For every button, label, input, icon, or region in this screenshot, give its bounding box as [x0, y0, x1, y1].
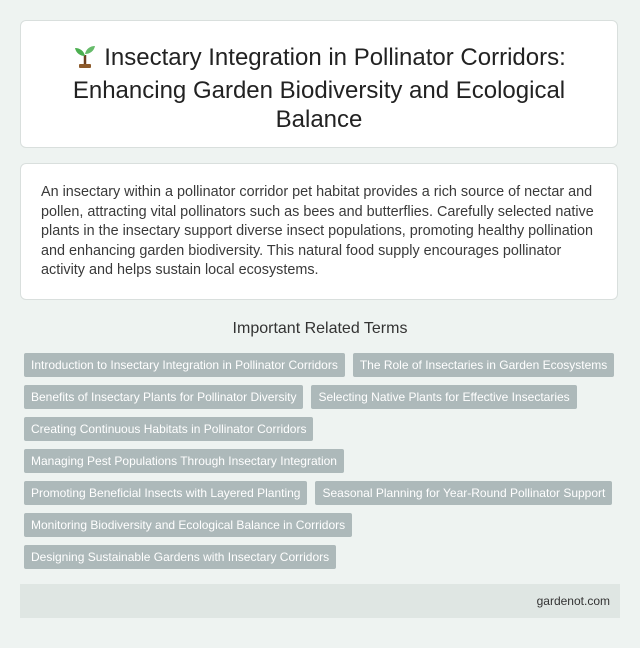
related-terms-list: [24, 353, 620, 569]
page-title: [21, 21, 617, 134]
term-tag[interactable]: Managing Pest Populations Through Insectary Integration: [24, 449, 344, 473]
term-tag[interactable]: Designing Sustainable Gardens with Insectary Corridors: [24, 545, 336, 569]
term-tag[interactable]: Monitoring Biodiversity and Ecological Balance in Corridors: [24, 513, 352, 537]
term-tag[interactable]: The Role of Insectaries in Garden Ecosystems: [353, 353, 614, 377]
term-tag[interactable]: Seasonal Planning for Year-Round Pollinator Support: [315, 481, 612, 505]
description-text: An insectary within a pollinator corridor pet habitat provides a rich source of nectar and pollen, attracting vital pollinators such as bees and butterflies. Carefully selected native plants in the insectary support diverse insect populations, promoting healthy pollination and enhancing garden biodiversity. This natural food supply encourages pollinator activity and helps sustain local ecosystems.: [41, 184, 594, 278]
footer: [20, 584, 620, 618]
term-tag[interactable]: Introduction to Insectary Integration in Pollinator Corridors: [24, 353, 345, 377]
term-tag[interactable]: Creating Continuous Habitats in Pollinator Corridors: [24, 417, 313, 441]
sprout-icon: [72, 43, 98, 76]
term-tag[interactable]: Benefits of Insectary Plants for Pollinator Diversity: [24, 385, 303, 409]
footer-site-link[interactable]: gardenot.com: [536, 594, 610, 608]
page-title-text: Insectary Integration in Pollinator Corridors: Enhancing Garden Biodiversity and Ecological Balance: [72, 44, 566, 133]
term-tag[interactable]: Selecting Native Plants for Effective Insectaries: [311, 385, 576, 409]
term-tag[interactable]: Promoting Beneficial Insects with Layered Planting: [24, 481, 307, 505]
title-card: [20, 20, 618, 148]
related-terms-heading: Important Related Terms: [232, 320, 408, 337]
description-card: [20, 163, 618, 300]
